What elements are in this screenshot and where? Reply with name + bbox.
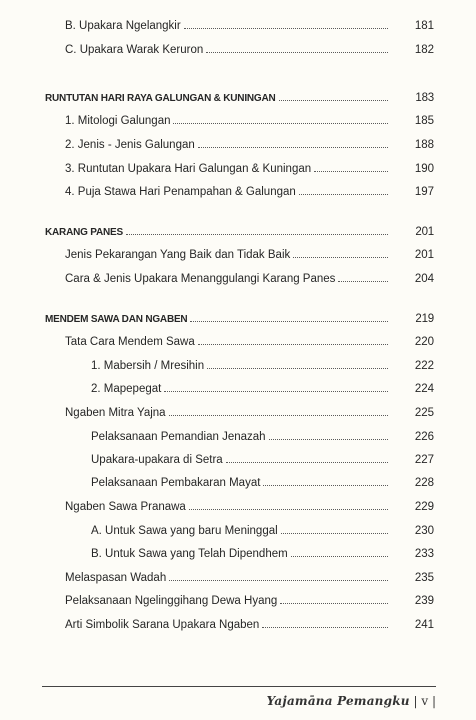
leader-dots <box>263 476 388 486</box>
leader-dots <box>262 618 388 628</box>
toc-entry[interactable] <box>91 547 434 561</box>
toc-entry-title: A. Untuk Sawa yang baru Meninggal <box>91 525 278 537</box>
leader-dots <box>173 114 388 124</box>
leader-dots <box>338 272 388 282</box>
toc-entry[interactable] <box>65 272 434 286</box>
toc-entry[interactable] <box>91 453 434 467</box>
toc-entry-page: 222 <box>414 360 434 372</box>
toc-entry[interactable] <box>65 335 434 349</box>
toc-entry-page: 228 <box>414 477 434 489</box>
leader-dots <box>269 430 388 440</box>
toc-entry-title: Jenis Pekarangan Yang Baik dan Tidak Baik <box>65 249 291 261</box>
leader-dots <box>206 43 388 53</box>
toc-entry-page: 190 <box>414 163 434 175</box>
toc-entry[interactable] <box>65 594 434 608</box>
leader-dots <box>279 91 388 101</box>
toc-entry-title: 2. Mapepegat <box>91 383 162 395</box>
toc-entry-title: 4. Puja Stawa Hari Penampahan & Galungan <box>65 186 296 198</box>
toc-entry[interactable] <box>65 138 434 152</box>
toc-entry-title: 3. Runtutan Upakara Hari Galungan & Kuningan <box>65 163 312 175</box>
toc-entry-title: Pelaksanaan Pemandian Jenazah <box>91 431 266 443</box>
toc-entry-title: KARANG PANES <box>45 227 123 238</box>
toc-entry-title: Cara & Jenis Upakara Menanggulangi Karang Panes <box>65 273 336 285</box>
leader-dots <box>280 594 388 604</box>
leader-dots <box>164 382 388 392</box>
leader-dots <box>189 500 388 510</box>
toc-entry-title: Upakara-upakara di Setra <box>91 454 223 466</box>
toc-entry-page: 220 <box>414 336 434 348</box>
toc-entry[interactable] <box>65 19 434 33</box>
toc-entry-title: 2. Jenis - Jenis Galungan <box>65 139 195 151</box>
toc-section-heading[interactable] <box>45 225 434 240</box>
toc-entry-page: 197 <box>414 186 434 198</box>
toc-entry-page: 182 <box>414 44 434 56</box>
leader-dots <box>198 335 388 345</box>
toc-entry-page: 235 <box>414 572 434 584</box>
toc-entry[interactable] <box>65 571 434 585</box>
toc-entry[interactable] <box>91 430 434 444</box>
footer-separator-end: | <box>431 694 436 708</box>
toc-entry-title: 1. Mitologi Galungan <box>65 115 171 127</box>
toc-entry-page: 204 <box>414 273 434 285</box>
toc-entry[interactable] <box>65 248 434 262</box>
toc-entry[interactable] <box>65 43 434 57</box>
toc-entry[interactable] <box>91 359 434 373</box>
toc-entry[interactable] <box>65 114 434 128</box>
toc-entry[interactable] <box>65 618 434 632</box>
leader-dots <box>291 547 388 557</box>
toc-entry[interactable] <box>65 162 434 176</box>
leader-dots <box>299 185 388 195</box>
leader-dots <box>293 248 388 258</box>
toc-entry-page: 181 <box>414 20 434 32</box>
toc-entry-page: 229 <box>414 501 434 513</box>
toc-entry[interactable] <box>65 500 434 514</box>
toc-entry-page: 227 <box>414 454 434 466</box>
toc-entry[interactable] <box>91 524 434 538</box>
toc-entry-title: C. Upakara Warak Keruron <box>65 44 204 56</box>
toc-entry-page: 230 <box>414 525 434 537</box>
toc-entry-page: 183 <box>415 92 434 104</box>
toc-entry-title: Arti Simbolik Sarana Upakara Ngaben <box>65 619 260 631</box>
toc-entry-page: 226 <box>414 431 434 443</box>
toc-entry-page: 225 <box>414 407 434 419</box>
footer-separator: | <box>413 694 418 708</box>
toc-entry-title: MENDEM SAWA DAN NGABEN <box>45 314 188 325</box>
leader-dots <box>184 19 388 29</box>
leader-dots <box>226 453 388 463</box>
leader-dots <box>207 359 388 369</box>
leader-dots <box>126 225 388 235</box>
book-title: Yajamāna Pemangku <box>266 694 410 708</box>
toc-entry-title: B. Untuk Sawa yang Telah Dipendhem <box>91 548 288 560</box>
toc-entry-title: Pelaksanaan Pembakaran Mayat <box>91 477 261 489</box>
toc-entry-page: 201 <box>414 249 434 261</box>
toc-entry-title: Ngaben Sawa Pranawa <box>65 501 186 513</box>
toc-entry-page: 241 <box>414 619 434 631</box>
page-footer <box>267 694 436 708</box>
leader-dots <box>190 312 388 322</box>
toc-entry-title: Tata Cara Mendem Sawa <box>65 336 195 348</box>
leader-dots <box>169 406 388 416</box>
toc-entry-title: Melaspasan Wadah <box>65 572 167 584</box>
toc-entry[interactable] <box>65 406 434 420</box>
toc-entry-title: Ngaben Mitra Yajna <box>65 407 166 419</box>
toc-entry-page: 239 <box>414 595 434 607</box>
toc-entry-title: Pelaksanaan Ngelinggihang Dewa Hyang <box>65 595 278 607</box>
toc-entry[interactable] <box>65 185 434 199</box>
toc-entry-page: 188 <box>414 139 434 151</box>
toc-entry[interactable] <box>91 476 434 490</box>
toc-entry[interactable] <box>91 382 434 396</box>
toc-entry-title: B. Upakara Ngelangkir <box>65 20 181 32</box>
toc-entry-page: 224 <box>414 383 434 395</box>
toc-entry-page: 201 <box>415 226 434 238</box>
leader-dots <box>169 571 388 581</box>
toc-section-heading[interactable] <box>45 312 434 327</box>
toc-entry-page: 219 <box>415 313 434 325</box>
toc-entry-title: 1. Mabersih / Mresihin <box>91 360 205 372</box>
leader-dots <box>198 138 388 148</box>
footer-rule <box>42 686 436 687</box>
leader-dots <box>281 524 388 534</box>
toc-entry-page: 233 <box>414 548 434 560</box>
toc-entry-title: RUNTUTAN HARI RAYA GALUNGAN & KUNINGAN <box>45 93 276 104</box>
leader-dots <box>314 162 388 172</box>
page-number: v <box>421 694 429 708</box>
toc-section-heading[interactable] <box>45 91 434 106</box>
toc-entry-page: 185 <box>414 115 434 127</box>
